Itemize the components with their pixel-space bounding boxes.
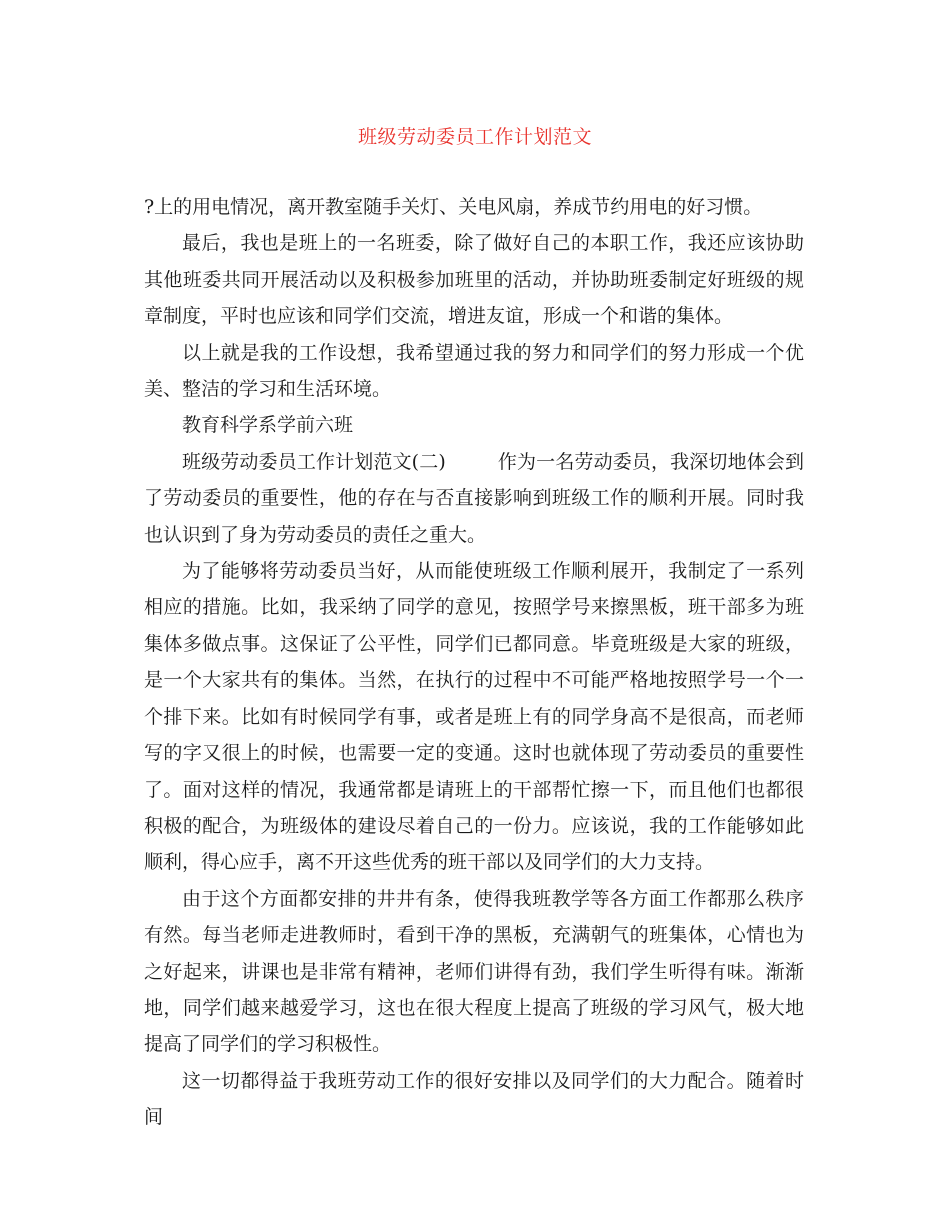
section-heading: 班级劳动委员工作计划范文(二) bbox=[182, 450, 446, 473]
paragraph-8: 这一切都得益于我班劳动工作的很好安排以及同学们的大力配合。随着时间 bbox=[144, 1069, 804, 1129]
paragraph-5-text: 作为一名劳动委员，我深切地体会到了劳动委员的重要性，他的存在与否直接影响到班级工作的顺利开展。同时我也认识到了身为劳动委员的责任之重大。 bbox=[144, 450, 804, 546]
paragraph-5 bbox=[144, 444, 804, 553]
paragraph-4-signature: 教育科学系学前六班 bbox=[182, 414, 354, 437]
document-title: 班级劳动委员工作计划范文 bbox=[357, 126, 592, 148]
paragraph-6: 为了能够将劳动委员当好，从而能使班级工作顺利展开，我制定了一系列相应的措施。比如，我采纳了同学的意见，按照学号来擦黑板，班干部多为班集体多做点事。这保证了公平性，同学们已都同意。毕竟班级是大家的班级，是一个大家共有的集体。当然，在执行的过程中不可能严格地按照学号一个一个排下来。比如有时候同学有事，或者是班上有的同学身高不是很高，而老师写的字又很上的时候，也需要一定的变通。这时也就体现了劳动委员的重要性了。面对这样的情况，我通常都是请班上的干部帮忙擦一下，而且他们也都很积极的配合，为班级体的建设尽着自己的一份力。应该说，我的工作能够如此顺利，得心应手，离不开这些优秀的班干部以及同学们的大力支持。 bbox=[144, 560, 804, 874]
paragraph-7: 由于这个方面都安排的井井有条，使得我班教学等各方面工作都那么秩序有然。每当老师走进教师时，看到干净的黑板，充满朝气的班集体，心情也为之好起来，讲课也是非常有精神，老师们讲得有劲，我们学生听得有味。渐渐地，同学们越来越爱学习，这也在很大程度上提高了班级的学习风气，极大地提高了同学们的学习积极性。 bbox=[144, 887, 804, 1056]
paragraph-3: 以上就是我的工作设想，我希望通过我的努力和同学们的努力形成一个优美、整洁的学习和生活环境。 bbox=[144, 341, 804, 401]
paragraph-1: ?上的用电情况，离开教室随手关灯、关电风扇，养成节约用电的好习惯。 bbox=[144, 196, 763, 218]
paragraph-2: 最后，我也是班上的一名班委，除了做好自己的本职工作，我还应该协助其他班委共同开展活动以及积极参加班里的活动，并协助班委制定好班级的规章制度，平时也应该和同学们交流，增进友谊，形成一个和谐的集体。 bbox=[144, 232, 804, 328]
document-body bbox=[144, 189, 804, 1136]
